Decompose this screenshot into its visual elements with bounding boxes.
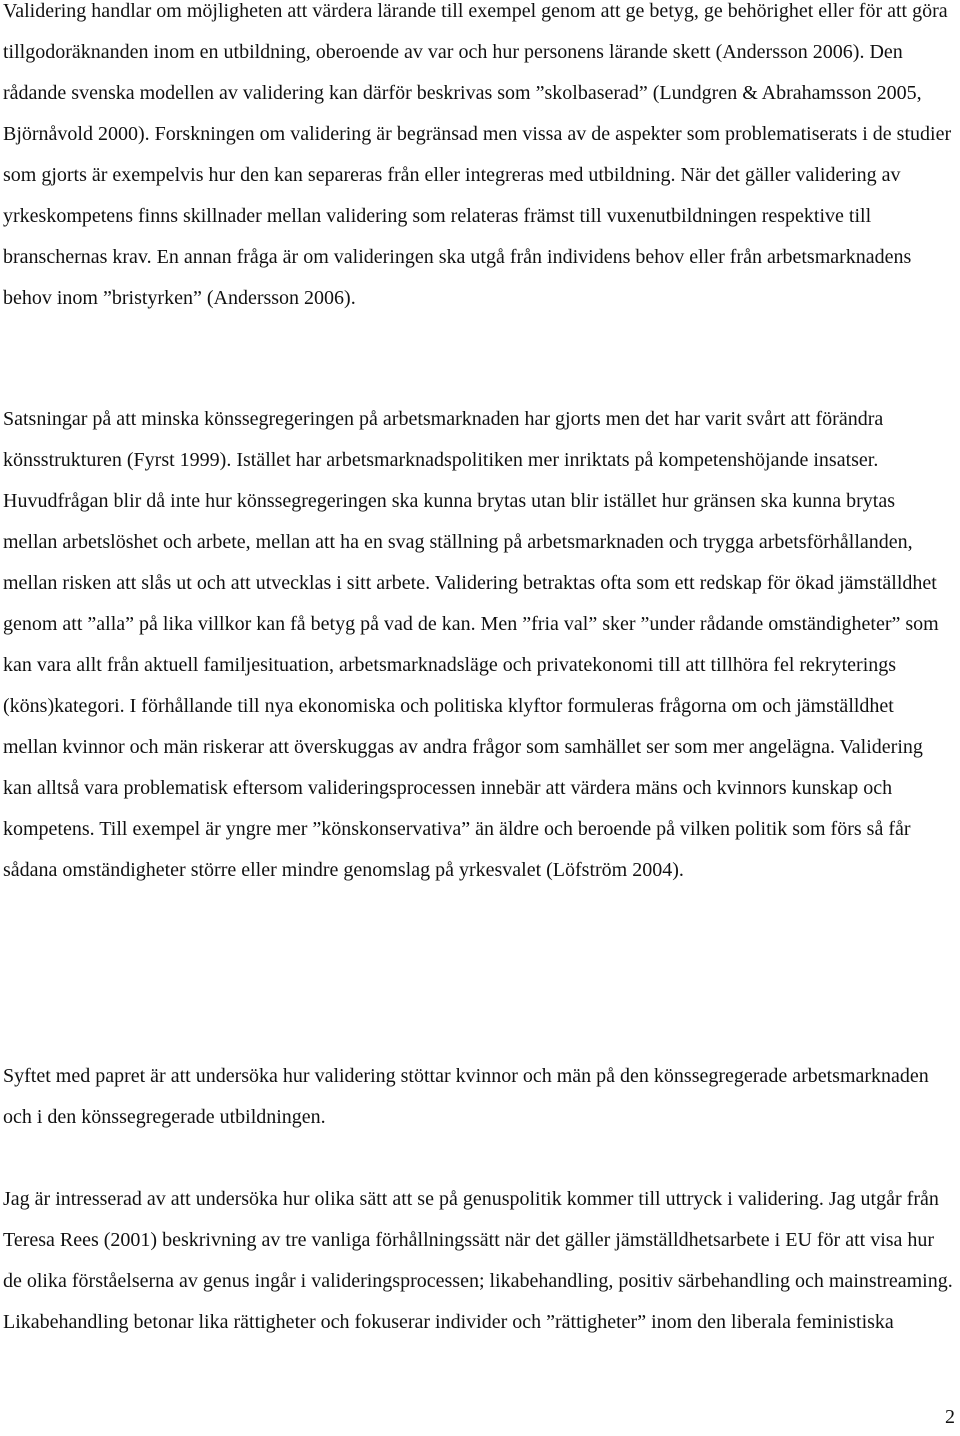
paragraph-konssegregering: Satsningar på att minska könssegregeringen på arbetsmarknaden har gjorts men det har varit svårt att förändra könsstrukturen (Fyrst 1999). Istället har arbetsmarknadspolitiken mer inriktats på kompetenshöjande insatser. Huvudfrågan blir då inte hur könssegregeringen ska kunna brytas utan blir istället hur gränsen ska kunna brytas mellan arbetslöshet och arbete, mellan att ha en svag ställning på arbetsmarknaden och trygga arbetsförhållanden, mellan risken att slås ut och att utvecklas i sitt arbete. Validering betraktas ofta som ett redskap för ökad jämställdhet genom att ”alla” på lika villkor kan få betyg på vad de kan. Men ”fria val” sker ”under rådande omständigheter” som kan vara allt från aktuell familjesituation, arbetsmarknadsläge och privatekonomi till att tillhöra fel rekryterings (köns)kategori. I förhållande till nya ekonomiska och politiska klyftor formuleras frågorna om och jämställdhet mellan kvinnor och män riskerar att överskuggas av andra frågor som samhället ser som mer angelägna. Validering kan alltså vara problematisk eftersom valideringsprocessen innebär att värdera mäns och kvinnors kunskap och kompetens. Till exempel är yngre mer ”könskonservativa” än äldre och beroende på vilken politik som förs så får sådana omständigheter större eller mindre genomslag på yrkesvalet (Löfström 2004).	[3, 408, 939, 881]
paragraph-syfte: Syftet med papret är att undersöka hur validering stöttar kvinnor och män på den könssegregerade arbetsmarknaden och i den könssegregerade utbildningen.	[3, 1065, 929, 1128]
paragraph-validering-definition: Validering handlar om möjligheten att värdera lärande till exempel genom att ge betyg, ge behörighet eller för att göra tillgodoräknanden inom en utbildning, oberoende av var och hur personens lärande skett (Andersson 2006). Den rådande svenska modellen av validering kan därför beskrivas som ”skolbaserad” (Lundgren & Abrahamsson 2005, Björnåvold 2000). Forskningen om validering är begränsad men vissa av de aspekter som problematiserats i de studier som gjorts är exempelvis hur den kan separeras från eller integreras med utbildning. När det gäller validering av yrkeskompetens finns skillnader mellan validering som relateras främst till vuxenutbildningen respektive till branschernas krav. En annan fråga är om valideringen ska utgå från individens behov eller från arbetsmarknadens behov inom ”bristyrken” (Andersson 2006).	[3, 0, 952, 309]
paragraph-genuspolitik: Jag är intresserad av att undersöka hur olika sätt att se på genuspolitik kommer till uttryck i validering. Jag utgår från Teresa Rees (2001) beskrivning av tre vanliga förhållningssätt när det gäller jämställdhetsarbete i EU för att visa hur de olika förståelserna av genus ingår i valideringsprocessen; likabehandling, positiv särbehandling och mainstreaming. Likabehandling betonar lika rättigheter och fokuserar individer och ”rättigheter” inom den liberala feministiska	[3, 1188, 953, 1333]
page-number: 2	[945, 1406, 955, 1428]
